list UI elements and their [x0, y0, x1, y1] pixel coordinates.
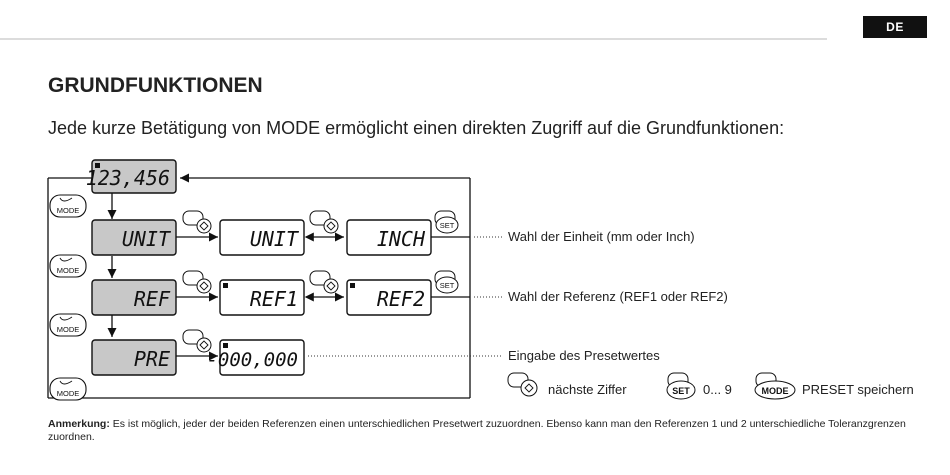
- language-badge: DE: [863, 16, 927, 38]
- ref2-text: REF2: [376, 287, 425, 311]
- ref-display-gray: [92, 280, 176, 315]
- main-display: [86, 160, 176, 193]
- mode-button-4: [50, 378, 86, 400]
- mode-button-1: [50, 195, 86, 217]
- main-display-value: 123,456: [85, 166, 170, 190]
- legend-mode-icon: [755, 373, 795, 399]
- unit-description: Wahl der Einheit (mm oder Inch): [508, 229, 695, 244]
- next-button-unit: [183, 211, 211, 233]
- pre-display-gray: [92, 340, 176, 375]
- mode-label: MODE: [56, 206, 80, 215]
- next-button-inch: [310, 211, 338, 233]
- legend-next-text: nächste Ziffer: [548, 382, 627, 397]
- unit-display-white: [220, 220, 304, 255]
- preset-text: -000,000: [206, 349, 298, 371]
- mode-label: MODE: [56, 325, 80, 334]
- next-button-ref: [183, 271, 211, 293]
- set-button-unit: [435, 211, 458, 233]
- legend-set-icon: [667, 373, 695, 399]
- unit-white-text: UNIT: [249, 227, 298, 251]
- ref2-display: [347, 280, 431, 315]
- mode-button-3: [50, 314, 86, 336]
- unit-gray-text: UNIT: [121, 227, 170, 251]
- inch-text: INCH: [376, 227, 425, 251]
- mode-label: MODE: [56, 266, 80, 275]
- ref-gray-text: REF: [133, 287, 170, 311]
- set-label: SET: [439, 221, 455, 230]
- pre-gray-text: PRE: [133, 347, 170, 371]
- legend-next-icon: [508, 373, 537, 396]
- legend-mode-text: PRESET speichern: [802, 382, 914, 397]
- pre-description: Eingabe des Presetwertes: [508, 348, 660, 363]
- legend-set-label: SET: [672, 386, 690, 396]
- next-button-ref2: [310, 271, 338, 293]
- inch-display: [347, 220, 431, 255]
- unit-display-gray: [92, 220, 176, 255]
- note-text: Es ist möglich, jeder der beiden Referenzen einen unterschiedlichen Presetwert zuzuordnen. Ebenso kann man den Referenzen 1 und 2 unterschiedliche Toleranzgrenzen zuordnen.: [48, 418, 906, 443]
- note-paragraph: [48, 418, 908, 444]
- set-button-ref: [435, 271, 458, 293]
- set-label: SET: [439, 281, 455, 290]
- mode-label: MODE: [56, 389, 80, 398]
- section-title: GRUNDFUNKTIONEN: [48, 74, 263, 97]
- legend-mode-label: MODE: [761, 386, 789, 396]
- ref-description: Wahl der Referenz (REF1 oder REF2): [508, 289, 728, 304]
- note-label: Anmerkung:: [48, 418, 110, 430]
- ref1-text: REF1: [249, 287, 298, 311]
- preset-display: [206, 340, 304, 375]
- ref1-display: [220, 280, 304, 315]
- intro-text: Jede kurze Betätigung von MODE ermöglicht einen direkten Zugriff auf die Grundfunktionen:: [48, 118, 785, 138]
- mode-button-2: [50, 255, 86, 277]
- legend-set-text: 0... 9: [703, 382, 732, 397]
